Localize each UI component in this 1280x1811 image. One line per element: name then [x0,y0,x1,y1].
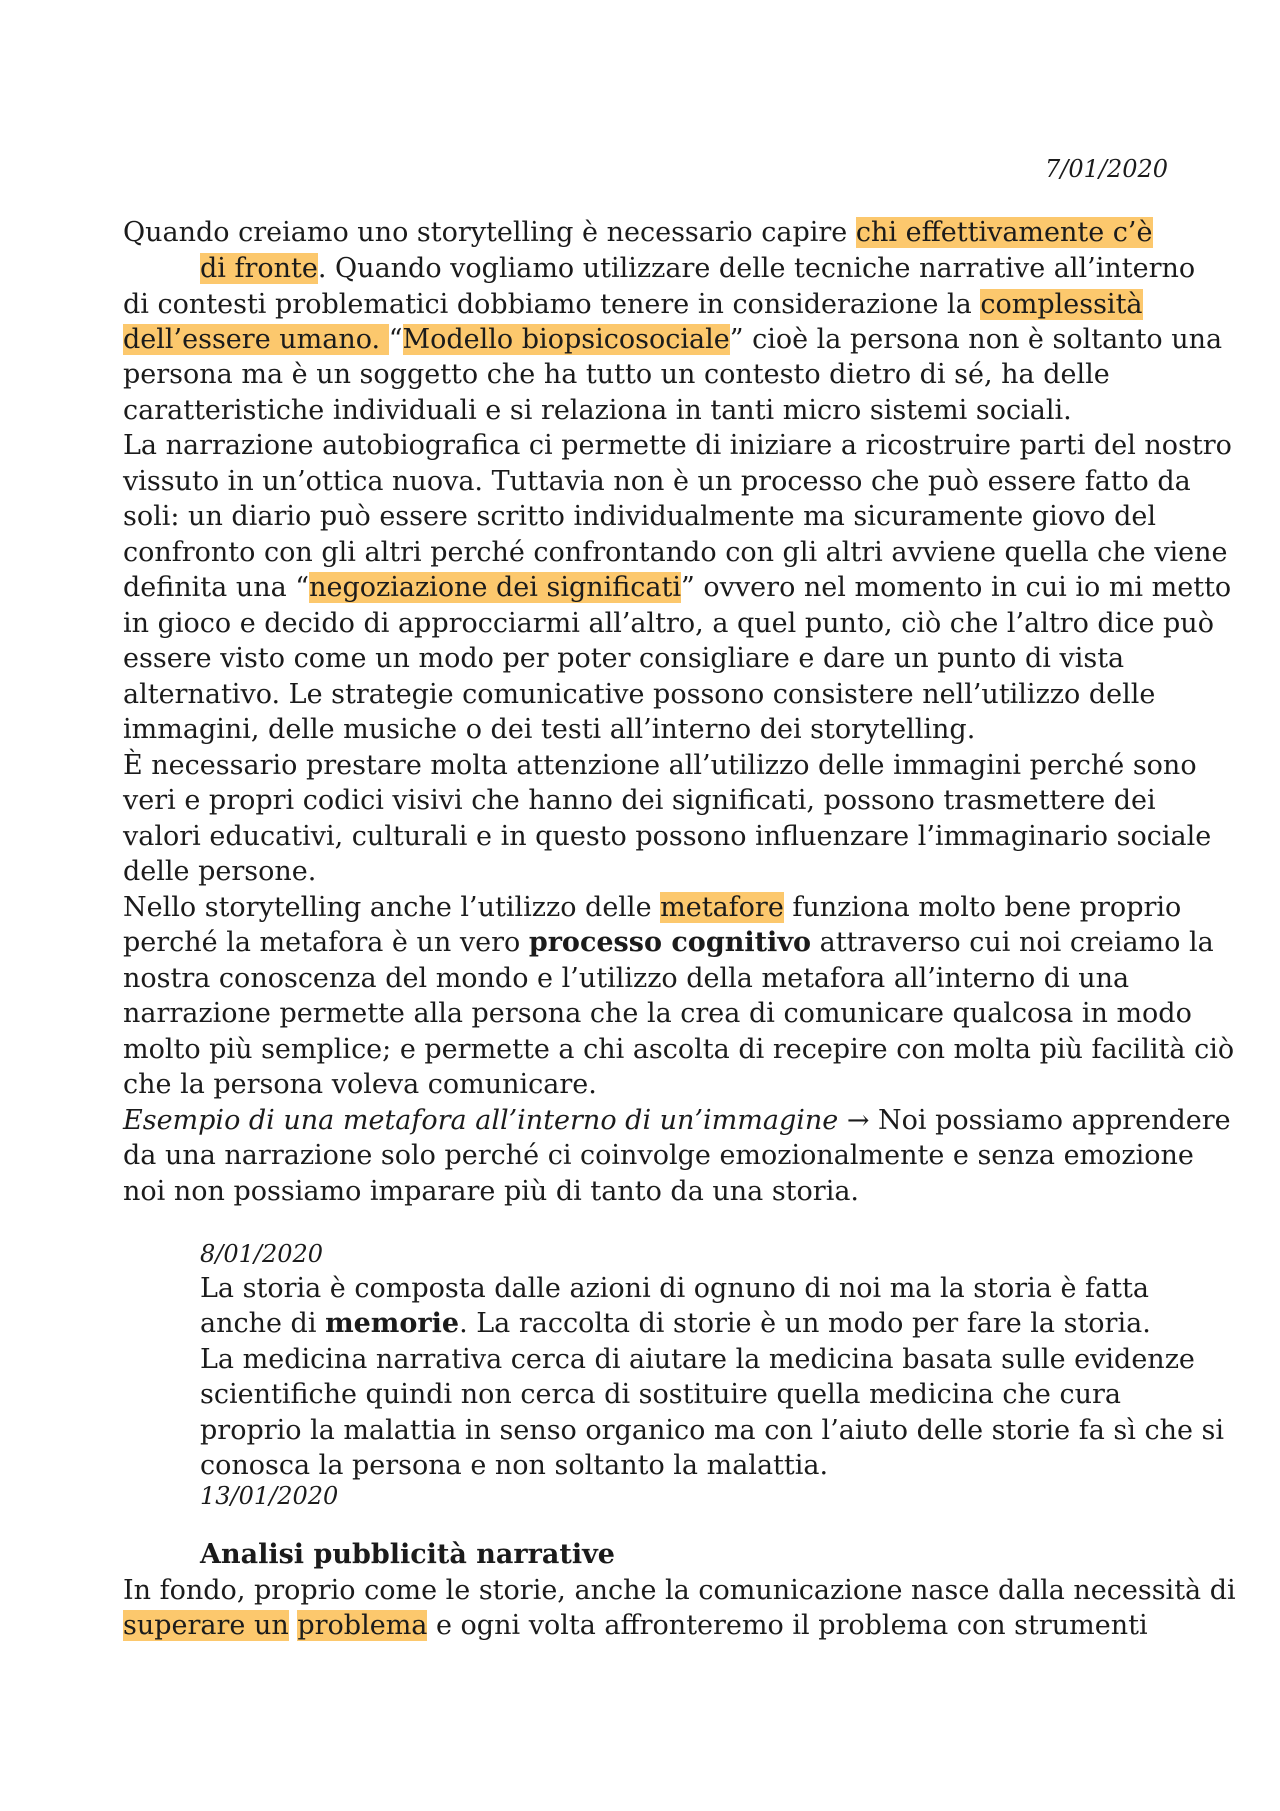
text-line: In fondo, proprio come le storie, anche la comunicazione nasce dalla necessità di [123,1575,1236,1606]
text-line: soli: un diario può essere scritto individualmente ma sicuramente giovo del [123,501,1156,532]
text-line: narrazione permette alla persona che la crea di comunicare qualcosa in modo [123,998,1192,1029]
highlight: di fronte [200,253,318,284]
text-line: Esempio di una metafora all’interno di un’immagine → Noi possiamo apprendere [123,1105,1231,1136]
text-line: anche di memorie. La raccolta di storie è un modo per fare la storia. [200,1308,1151,1339]
highlight: chi effettivamente c’è [855,217,1153,248]
text-line: dell’essere umano. “Modello biopsicosociale” cioè la persona non è soltanto una [123,324,1223,355]
text-line: La narrazione autobiografica ci permette di iniziare a ricostruire parti del nostro [123,430,1232,461]
text-line: di contesti problematici dobbiamo tenere in considerazione la complessità [123,289,1143,320]
text-line: conosca la persona e non soltanto la malattia. [200,1450,829,1481]
highlight: dell’essere umano. [123,324,389,355]
text-line: Nello storytelling anche l’utilizzo delle metafore funziona molto bene proprio [123,892,1182,923]
highlight: problema [297,1610,428,1641]
text-line: Quando creiamo uno storytelling è necessario capire chi effettivamente c’è [123,217,1153,248]
section-heading: Analisi pubblicità narrative [200,1539,615,1570]
italic-phrase: Esempio di una metafora all’interno di un’immagine [123,1105,839,1136]
text-line: essere visto come un modo per poter consigliare e dare un punto di vista [123,643,1125,674]
text-line: noi non possiamo imparare più di tanto da una storia. [123,1176,860,1207]
text-line: in gioco e decido di approcciarmi all’altro, a quel punto, ciò che l’altro dice può [123,608,1214,639]
text-line: caratteristiche individuali e si relaziona in tanti micro sistemi sociali. [123,395,1072,426]
arrow-icon: → [838,1105,879,1136]
text-line: delle persone. [123,856,317,887]
highlight: negoziazione dei significati [309,572,682,603]
text-line: persona ma è un soggetto che ha tutto un contesto dietro di sé, ha delle [123,359,1110,390]
text-line: superare un problema e ogni volta affronteremo il problema con strumenti [123,1610,1148,1641]
text-line: nostra conoscenza del mondo e l’utilizzo della metafora all’interno di una [123,963,1130,994]
text-line: scientifiche quindi non cerca di sostituire quella medicina che cura [200,1379,1121,1410]
text-line: La storia è composta dalle azioni di ognuno di noi ma la storia è fatta [200,1273,1149,1304]
text-line: La medicina narrativa cerca di aiutare la medicina basata sulle evidenze [200,1344,1195,1375]
entry-date: 13/01/2020 [200,1482,339,1510]
text-line: definita una “negoziazione dei significati” ovvero nel momento in cui io mi metto [123,572,1232,603]
text-line: confronto con gli altri perché confrontando con gli altri avviene quella che viene [123,537,1228,568]
text-line: alternativo. Le strategie comunicative possono consistere nell’utilizzo delle [123,679,1156,710]
highlight: Modello biopsicosociale [402,324,730,355]
text-line: da una narrazione solo perché ci coinvolge emozionalmente e senza emozione [123,1140,1194,1171]
text-line: di fronte. Quando vogliamo utilizzare delle tecniche narrative all’interno [200,253,1196,284]
text-line: veri e propri codici visivi che hanno dei significati, possono trasmettere dei [123,785,1156,816]
entry-date: 8/01/2020 [200,1240,324,1268]
text-line: È necessario prestare molta attenzione all’utilizzo delle immagini perché sono [123,750,1197,781]
entry-date: 7/01/2020 [1045,155,1169,183]
text-line: che la persona voleva comunicare. [123,1069,597,1100]
text-line: perché la metafora è un vero processo cognitivo attraverso cui noi creiamo la [123,927,1214,958]
text-line: immagini, delle musiche o dei testi all’interno dei storytelling. [123,714,976,745]
text-line: valori educativi, culturali e in questo possono influenzare l’immaginario sociale [123,821,1212,852]
text-line: vissuto in un’ottica nuova. Tuttavia non è un processo che può essere fatto da [123,466,1191,497]
bold-term: memorie [325,1308,460,1339]
highlight: complessità [980,289,1143,320]
highlight: metafore [660,892,784,923]
highlight: superare un [123,1610,289,1641]
text-line: proprio la malattia in senso organico ma con l’aiuto delle storie fa sì che si [200,1415,1225,1446]
text-line: molto più semplice; e permette a chi ascolta di recepire con molta più facilità ciò [123,1034,1235,1065]
bold-term: processo cognitivo [528,927,812,958]
